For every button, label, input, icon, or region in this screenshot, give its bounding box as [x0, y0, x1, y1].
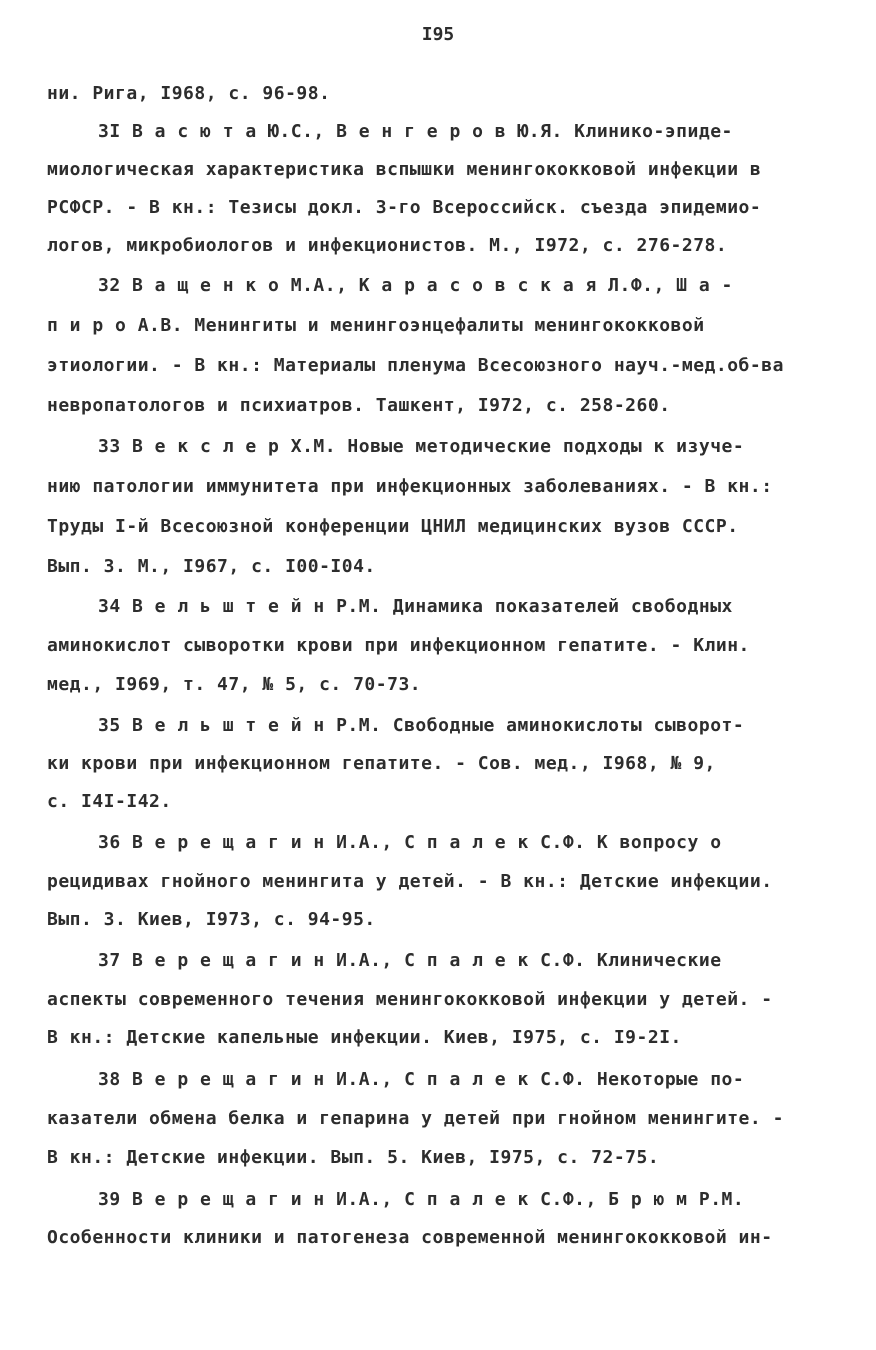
text-line: В кн.: Детские капельные инфекции. Киев, I975, с. I9-2I. [47, 1027, 682, 1048]
bibliography-entry-39-line: 39 В е р е щ а г и н И.А., С п а л е к С.Ф., Б р ю м Р.М. [98, 1189, 745, 1210]
text-line: невропатологов и психиатров. Ташкент, I972, с. 258-260. [47, 395, 671, 416]
bibliography-entry-33-line: 33 В е к с л е р Х.М. Новые методические подходы к изуче- [98, 436, 745, 457]
text-line: Труды I-й Всесоюзной конференции ЦНИЛ медицинских вузов СССР. [47, 516, 739, 537]
bibliography-entry-35-line: 35 В е л ь ш т е й н Р.М. Свободные аминокислоты сыворот- [98, 715, 745, 736]
text-line: мед., I969, т. 47, № 5, с. 70-73. [47, 674, 422, 695]
text-line: с. I4I-I42. [47, 791, 172, 812]
bibliography-entry-38-line: 38 В е р е щ а г и н И.А., С п а л е к С.Ф. Некоторые по- [98, 1069, 745, 1090]
text-line: этиологии. - В кн.: Материалы пленума Всесоюзного науч.-мед.об-ва [47, 355, 784, 376]
bibliography-entry-34-line: 34 В е л ь ш т е й н Р.М. Динамика показателей свободных [98, 596, 733, 617]
text-line: логов, микробиологов и инфекционистов. М., I972, с. 276-278. [47, 235, 728, 256]
bibliography-entry-37-line: 37 В е р е щ а г и н И.А., С п а л е к С.Ф. Клинические [98, 950, 722, 971]
text-line: Вып. 3. Киев, I973, с. 94-95. [47, 909, 376, 930]
text-line: аминокислот сыворотки крови при инфекционном гепатите. - Клин. [47, 635, 750, 656]
text-line: ни. Рига, I968, с. 96-98. [47, 83, 331, 104]
text-line: аспекты современного течения менингококковой инфекции у детей. - [47, 989, 773, 1010]
text-line: п и р о А.В. Менингиты и менингоэнцефалиты менингококковой [47, 315, 705, 336]
text-line: миологическая характеристика вспышки менингококковой инфекции в [47, 159, 762, 180]
text-line: ки крови при инфекционном гепатите. - Сов. мед., I968, № 9, [47, 753, 716, 774]
text-line: нию патологии иммунитета при инфекционных заболеваниях. - В кн.: [47, 476, 773, 497]
text-line: В кн.: Детские инфекции. Вып. 5. Киев, I975, с. 72-75. [47, 1147, 660, 1168]
bibliography-entry-32-line: 32 В а щ е н к о М.А., К а р а с о в с к а я Л.Ф., Ш а - [98, 275, 733, 296]
text-line: Вып. 3. М., I967, с. I00-I04. [47, 556, 376, 577]
text-line: казатели обмена белка и гепарина у детей при гнойном менингите. - [47, 1108, 784, 1129]
page-number: I95 [421, 24, 455, 45]
text-line: РСФСР. - В кн.: Тезисы докл. 3-го Всероссийск. съезда эпидемио- [47, 197, 762, 218]
bibliography-entry-36-line: 36 В е р е щ а г и н И.А., С п а л е к С.Ф. К вопросу о [98, 832, 722, 853]
text-line: Особенности клиники и патогенеза современной менингококковой ин- [47, 1227, 773, 1248]
bibliography-entry-31-line: 3I В а с ю т а Ю.С., В е н г е р о в Ю.Я. Клинико-эпиде- [98, 121, 733, 142]
text-line: рецидивах гнойного менингита у детей. - В кн.: Детские инфекции. [47, 871, 773, 892]
